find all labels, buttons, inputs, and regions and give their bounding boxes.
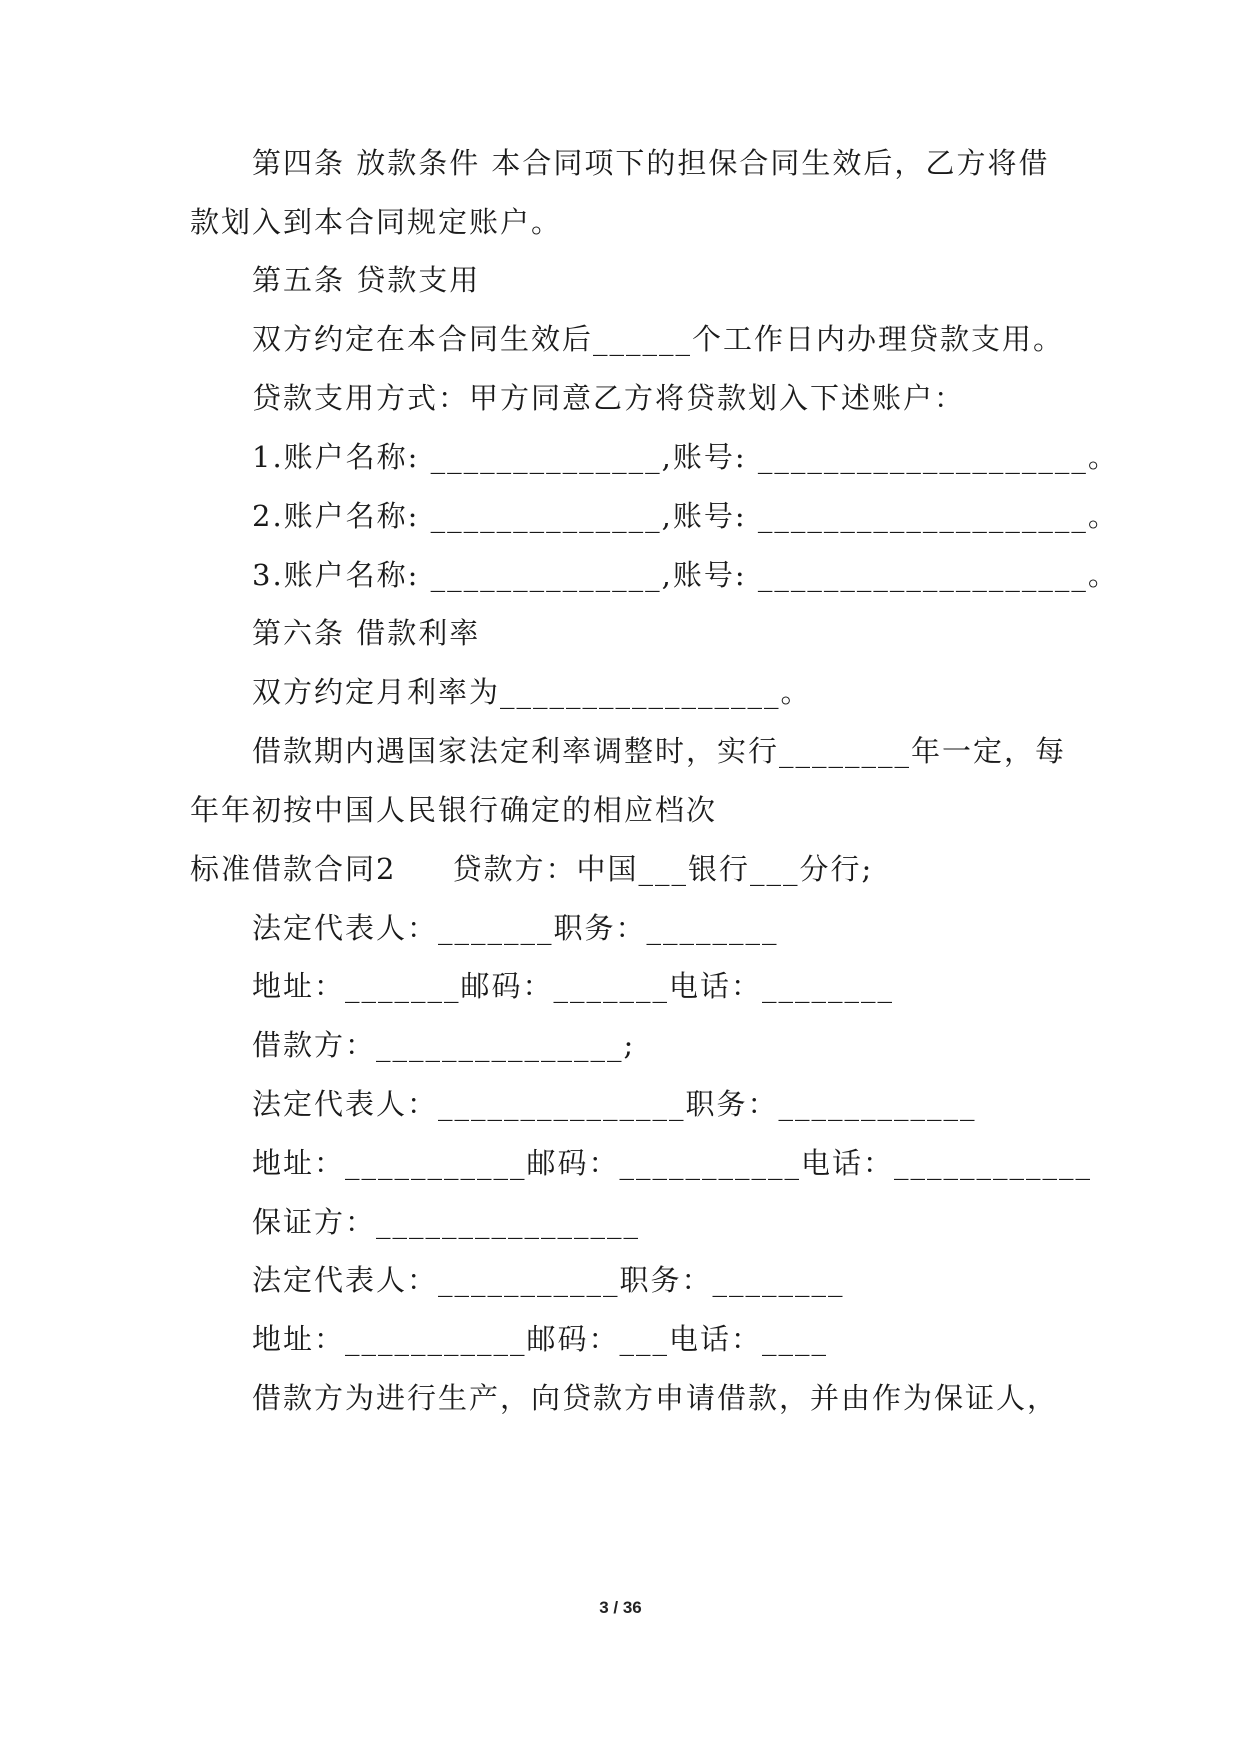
contract-2-title-line: 标准借款合同2 贷款方：中国___银行___分行; xyxy=(190,852,874,886)
article-5-paragraph: 双方约定在本合同生效后______个工作日内办理贷款支用。 xyxy=(252,322,1065,356)
rate-adjustment-line-1: 借款期内遇国家法定利率调整时，实行________年一定，每 xyxy=(252,734,1067,768)
article-6-heading: 第六条 借款利率 xyxy=(252,616,481,650)
article-4-line-1: 第四条 放款条件 本合同项下的担保合同生效后，乙方将借 xyxy=(252,146,1050,180)
article-5-heading: 第五条 贷款支用 xyxy=(252,263,481,297)
guarantor-line: 保证方：________________ xyxy=(252,1205,641,1239)
borrower-representative: 法定代表人：_______________职务：____________ xyxy=(252,1087,977,1121)
rate-adjustment-line-2: 年年初按中国人民银行确定的相应档次 xyxy=(190,793,718,827)
account-line-2: 2.账户名称: ______________,账号: ____________________。 xyxy=(252,499,1119,533)
closing-paragraph: 借款方为进行生产，向贷款方申请借款，并由作为保证人， xyxy=(252,1381,1059,1415)
page-number: 3 / 36 xyxy=(599,1598,642,1617)
disbursement-method: 贷款支用方式：甲方同意乙方将贷款划入下述账户： xyxy=(252,381,966,415)
account-line-3: 3.账户名称: ______________,账号: ____________________。 xyxy=(252,558,1119,592)
guarantor-address: 地址：___________邮码：___电话：____ xyxy=(252,1322,829,1356)
borrower-line: 借款方：_______________; xyxy=(252,1028,636,1062)
guarantor-representative: 法定代表人：___________职务：________ xyxy=(252,1263,845,1297)
lender-address: 地址：_______邮码：_______电话：________ xyxy=(252,969,895,1003)
account-line-1: 1.账户名称: ______________,账号: ____________________。 xyxy=(252,440,1119,474)
article-4-line-2: 款划入到本合同规定账户。 xyxy=(190,205,563,239)
lender-representative: 法定代表人：_______职务：________ xyxy=(252,911,779,945)
monthly-rate-line: 双方约定月利率为_________________。 xyxy=(252,675,812,709)
borrower-address: 地址：___________邮码：___________电话：____________ xyxy=(252,1146,1093,1180)
